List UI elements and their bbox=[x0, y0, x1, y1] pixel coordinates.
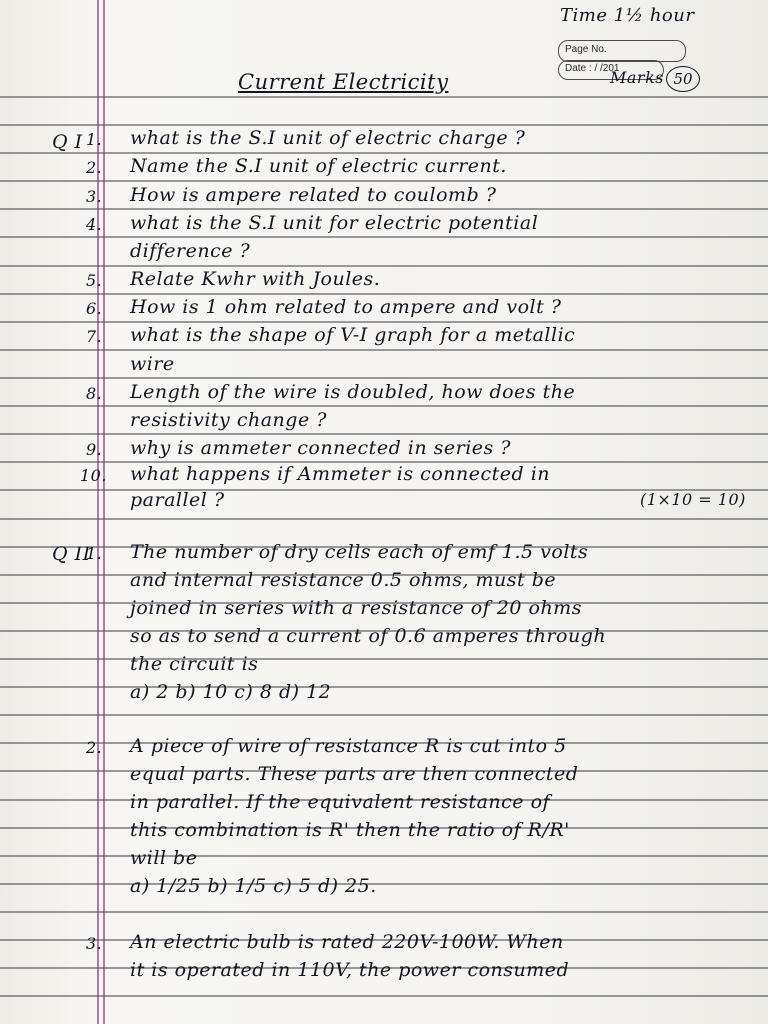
section1-q1-number: 1. bbox=[86, 130, 103, 149]
section2-q1-line-4: so as to send a current of 0.6 amperes through bbox=[130, 625, 607, 647]
section1-q6-line-1: How is 1 ohm related to ampere and volt ? bbox=[130, 296, 562, 318]
section2-q1-line-6: a) 2 b) 10 c) 8 d) 12 bbox=[130, 681, 332, 703]
section1-q8-number: 8. bbox=[86, 384, 103, 403]
marks-label: Marks bbox=[610, 68, 664, 87]
section1-q2-number: 2. bbox=[86, 158, 103, 177]
page-no-label: Page No. bbox=[565, 44, 607, 55]
date-label: Date : / /201 bbox=[565, 63, 620, 74]
section2-q1-line-5: the circuit is bbox=[130, 653, 259, 675]
section1-q9-line-1: why is ammeter connected in series ? bbox=[130, 437, 511, 459]
section2-q3-number: 3. bbox=[86, 934, 103, 953]
section1-label: Q I bbox=[52, 131, 83, 153]
section1-q2-line-1: Name the S.I unit of electric current. bbox=[130, 155, 507, 177]
section1-q8-line-1: Length of the wire is doubled, how does the bbox=[130, 381, 576, 403]
section2-q3-line-2: it is operated in 110V, the power consumed bbox=[130, 959, 570, 981]
section1-q7-number: 7. bbox=[86, 327, 103, 346]
section2-q2-line-1: A piece of wire of resistance R is cut into 5 bbox=[130, 735, 567, 757]
section2-q1-line-1: The number of dry cells each of emf 1.5 volts bbox=[130, 541, 589, 563]
section2-label: Q II bbox=[52, 543, 91, 565]
section2-q2-number: 2. bbox=[86, 738, 103, 757]
time-note: Time 1½ hour bbox=[560, 5, 695, 26]
section2-q3-line-1: An electric bulb is rated 220V-100W. When bbox=[130, 931, 564, 953]
section2-q1-number: 1. bbox=[86, 544, 103, 563]
section2-q1-line-2: and internal resistance 0.5 ohms, must be bbox=[130, 569, 557, 591]
section1-q10-number: 10. bbox=[80, 466, 107, 485]
section1-q3-line-1: How is ampere related to coulomb ? bbox=[130, 184, 497, 206]
section1-q8-line-2: resistivity change ? bbox=[130, 409, 327, 431]
section2-q2-line-2: equal parts. These parts are then connected bbox=[130, 763, 579, 785]
section1-q4-line-1: what is the S.I unit for electric potential bbox=[130, 212, 539, 234]
section1-q5-line-1: Relate Kwhr with Joules. bbox=[130, 268, 381, 290]
section1-q4-line-2: difference ? bbox=[130, 240, 251, 262]
section2-q2-line-3: in parallel. If the equivalent resistance of bbox=[130, 791, 551, 813]
section1-q6-number: 6. bbox=[86, 299, 103, 318]
section1-q7-line-2: wire bbox=[130, 353, 175, 375]
section1-q1-line-1: what is the S.I unit of electric charge ? bbox=[130, 127, 526, 149]
section1-q4-number: 4. bbox=[86, 215, 103, 234]
section2-q2-line-6: a) 1/25 b) 1/5 c) 5 d) 25. bbox=[130, 875, 377, 897]
section2-q1-line-3: joined in series with a resistance of 20 ohms bbox=[130, 597, 582, 619]
section1-q9-number: 9. bbox=[86, 440, 103, 459]
section1-q10-line-1: what happens if Ammeter is connected in bbox=[130, 463, 551, 485]
marks-value: 50 bbox=[666, 66, 700, 92]
section2-q2-line-4: this combination is R' then the ratio of R/R' bbox=[130, 819, 570, 841]
section1-q10-line-2: parallel ? bbox=[130, 489, 225, 511]
section1-marks: (1×10 = 10) bbox=[640, 490, 746, 509]
section2-q2-line-5: will be bbox=[130, 847, 198, 869]
page-title: Current Electricity bbox=[238, 70, 449, 94]
section1-q3-number: 3. bbox=[86, 187, 103, 206]
section1-q5-number: 5. bbox=[86, 271, 103, 290]
section1-q7-line-1: what is the shape of V-I graph for a metallic bbox=[130, 324, 576, 346]
